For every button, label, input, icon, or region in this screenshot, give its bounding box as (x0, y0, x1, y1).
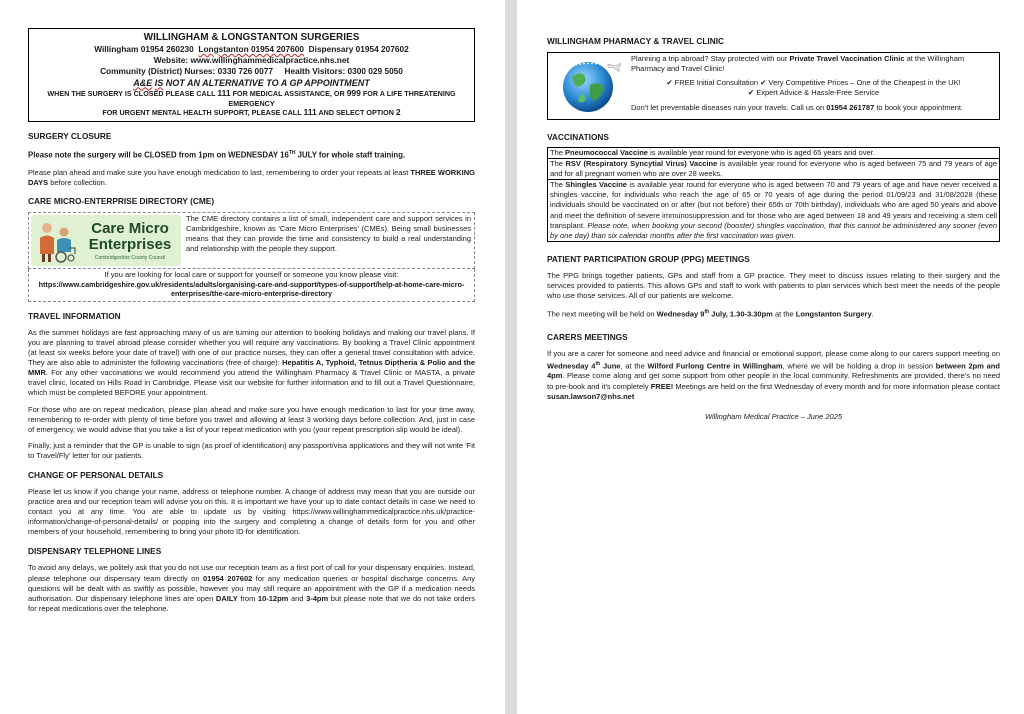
cme-heading: CARE MICRO-ENTERPRISE DIRECTORY (CME) (28, 196, 215, 207)
closed-line2: FOR URGENT MENTAL HEALTH SUPPORT, PLEASE CALL (102, 108, 302, 118)
carers-month: June (600, 361, 621, 371)
pharmacy-l4b: to book your appointment. (874, 103, 964, 113)
care-people-icon (35, 218, 79, 264)
vaccinations-heading: VACCINATIONS (547, 132, 609, 142)
ae-rest: NOT AN ALTERNATIVE TO A GP APPOINTMENT (165, 77, 370, 88)
vacc-r3a: The (550, 180, 566, 190)
ae-notice (33, 78, 470, 89)
pharmacy-l1a: Planning a trip abroad? Stay protected with our (631, 54, 790, 63)
travel-paragraph-2: For those who are on repeat medication, please plan ahead and make sure you have enough medication to last for your time away, remembering to re-order with plenty of time before you travel and allowing at least 3 working days before collection. And, just in case of emergency, we would advise that you take a list of your repeat medication with you (your repeat prescription slip would be ideal). (28, 404, 475, 434)
cme-footer (28, 269, 475, 302)
cme-foot-text: If you are looking for local care or support for yourself or someone you know please visit: (104, 270, 399, 280)
cme-box (28, 212, 475, 269)
dispensary-phone: Dispensary 01954 207602 (308, 44, 409, 54)
ppg-location: Longstanton Surgery (795, 309, 872, 319)
travel-heading: TRAVEL INFORMATION (28, 310, 121, 321)
pharmacy-benefits-1: ✔ FREE Initial Consultation ✔ Very Competitive Prices – One of the Cheapest in the UK! (666, 78, 961, 88)
pharmacy-heading: WILLINGHAM PHARMACY & TRAVEL CLINIC (547, 36, 724, 46)
website-line: Website: www.willinghammedicalpractice.nhs.net (153, 55, 350, 66)
vaccine-row-pneumococcal (548, 148, 999, 158)
closed-option: 2 (395, 107, 401, 118)
travel-paragraph-1 (28, 328, 475, 399)
closed-instructions (33, 89, 470, 118)
cme-logo-text (79, 221, 181, 261)
travel-p1-vaccines: Hepatitis A, Typhoid, Tetnus Diptheria & Polio and the MMR (28, 358, 475, 378)
dispensary-p1d: and (288, 593, 307, 603)
ppg-time: July, 1.30-3.30pm (709, 309, 773, 319)
ppg-heading: PATIENT PARTICIPATION GROUP (PPG) MEETINGS (547, 253, 750, 264)
dispensary-heading: DISPENSARY TELEPHONE LINES (28, 546, 162, 557)
closure-notice (28, 148, 475, 161)
pharmacy-number: 01954 261787 (826, 103, 875, 113)
personal-details-paragraph: Please let us know if you change your name, address or telephone number. A change of address may mean that you are outside our practice area and our reception team will advise you on this. It is important we have your up to date contact details in case we need to contact you at any time. You are able to update us by visiting https://www.willinghammedicalpractice.nhs.uk/practice-information/change-of-personal-details/ or popping into the surgery and completing a change of details form for you and other members of your household, remembering to bring your photo ID for identification. (28, 487, 475, 537)
surgery-header-box (28, 28, 475, 122)
dispensary-number: 01954 207602 (202, 573, 253, 583)
cme-logo-line2: Enterprises (88, 235, 172, 253)
closure-para-bold: THREE WORKING DAYS (28, 167, 475, 187)
carers-heading: CARERS MEETINGS (547, 331, 628, 342)
carers-p1b: , at the (620, 361, 648, 371)
globe-plane-icon (550, 55, 626, 115)
surgery-title: WILLINGHAM & LONGSTANTON SURGERIES (143, 32, 360, 43)
carers-free: FREE! (650, 381, 674, 391)
dispensary-time2: 3-4pm (306, 593, 329, 603)
closed-line1: WHEN THE SURGERY IS CLOSED PLEASE CALL (47, 88, 216, 98)
cme-directory-link[interactable]: https://www.cambridgeshire.gov.uk/residents/adults/organising-care-and-support/types-of-support/help-at-home-care-micro-enterprises/the-care-micro-enterprise-directory (38, 280, 465, 299)
vacc-r3-note: Please note, when booking your second (booster) shingles vaccination, that this cannot be administered any sooner (even by one day) than six calendar months after the first vaccination was given. (550, 220, 997, 240)
carers-email-link[interactable]: susan.lawson7@nhs.net (547, 391, 635, 401)
dispensary-paragraph (28, 563, 475, 613)
carers-date-sup: th (595, 360, 601, 367)
closure-notice-b: JULY for whole staff training. (295, 150, 406, 160)
closed-999: 999 (346, 87, 361, 98)
cme-logo-council: Cambridgeshire County Council (94, 254, 166, 261)
newsletter-page-left (0, 0, 505, 714)
nurses-visitors-line (33, 66, 470, 77)
closed-line1c: FOR A LIFE THREATENING EMERGENCY (228, 88, 456, 108)
ppg-paragraph-1: The PPG brings together patients, GPs and staff from a GP practice. They meet to discuss issues relating to their surgery and the services provided to patients. This allows GPs and staff to work with patients to plan services which best meet the needs of the people who use those services. All of our patients are welcome. (547, 270, 1000, 301)
carers-date: Wednesday 4 (547, 361, 596, 371)
closure-notice-a: Please note the surgery will be CLOSED from 1pm on WEDNESDAY 16 (28, 150, 289, 160)
willingham-phone: Willingham 01954 260230 (94, 44, 194, 54)
vacc-rsv: RSV (Respiratory Syncytial Virus) Vaccine (565, 159, 718, 169)
phone-numbers (33, 44, 470, 55)
carers-location: Wilford Furlong Centre in Willingham (647, 361, 783, 371)
pharmacy-intro (631, 54, 996, 74)
newsletter-signoff: Willingham Medical Practice – June 2025 (704, 411, 843, 421)
closure-paragraph (28, 168, 475, 188)
carers-p1e: Meetings are held on the first Wednesday of every month and for more information please contact (673, 381, 1000, 391)
pharmacy-call (631, 103, 996, 113)
cme-logo-panel (31, 215, 181, 266)
ppg-p2b: at the (772, 309, 796, 319)
dispensary-p1b: for any medication queries or hospital discharge concerns. Any questions will be dealt with as swiftly as possible, however you may still require an appointment with the GP if a medication needs authorisation. Our dispensary telephone lines are open (28, 573, 476, 603)
travel-paragraph-3: Finally, just a reminder that the GP is unable to sign (as proof of identification) any passport/visa applications and they will not write 'Fit to Travel/Fly' letter for our patients. (28, 440, 475, 460)
closed-111: 111 (217, 87, 231, 98)
vaccine-row-rsv (548, 158, 999, 179)
dispensary-p1c: from (237, 593, 258, 603)
closed-line1b: FOR MEDICAL ASSISTANCE, OR (232, 88, 345, 98)
travel-p1b: . For any other vaccinations we would recommend you attend the Willingham Pharmacy & Travel Clinic or MASTA, a private travel clinic, located on Hills Road in Cambridge. Please visit our website for further information and to fill out a Travel Questionnaire, which must be completed BEFORE your appointment. (28, 368, 475, 398)
vacc-pneumococcal: Pneumococcal Vaccine (565, 148, 648, 157)
pharmacy-clinic-name: Private Travel Vaccination Clinic (789, 54, 905, 63)
closure-notice-sup: TH (288, 150, 296, 157)
globe-image (548, 53, 628, 119)
longstanton-phone: Longstanton 01954 207600 (198, 44, 305, 54)
travel-p1a: As the summer holidays are fast approaching many of us are turning our attention to booking holidays and making our travel plans. If you are planning to travel abroad please consider whether you will require any vaccinations. By booking a Travel Clinic appointment (at least six weeks before your date of travel) with one of our practice nurses, they can offer a general travel consultation with advice. They are also able to administer the following vaccinations (free of charge): (28, 327, 475, 368)
cme-logo (29, 213, 183, 268)
dispensary-p1e: but please note that we do not take orders for repeat medications over the telephone. (28, 593, 475, 613)
pharmacy-benefits-2: ✔ Expert Advice & Hassle-Free Service (747, 88, 880, 98)
ppg-date: Wednesday 9 (656, 309, 705, 319)
ppg-p2a: The next meeting will be held on (547, 309, 657, 319)
cme-description: The CME directory contains a list of small, independent care and support services in Cambridgeshire, known as 'Care Micro Enterprises' (CMEs). Being small businesses means that they can provide the time and consistency to build a real understanding and relationship with the people they support. (186, 214, 471, 254)
cme-logo-line1: Care Micro (91, 219, 169, 237)
closure-para-a: Please plan ahead and make sure you have enough medication to last, remembering to order your repeats at least (28, 167, 411, 177)
newsletter-page-right (517, 0, 1024, 714)
ppg-date-sup: th (704, 309, 710, 316)
pharmacy-l1b: at the Willingham Pharmacy and Travel Clinic! (631, 54, 965, 74)
ae-prefix: A&E (133, 77, 153, 88)
carers-p1c: , where we will be holding a drop in session (782, 361, 936, 371)
vacc-r2b: is available year round for everyone who is aged between 75 and 79 years of age and for all pregnant women who are over 28 weeks. (550, 159, 997, 179)
pharmacy-l4a: Don't let preventable diseases ruin your travels. Call us on (631, 103, 827, 113)
closed-line2b: AND SELECT OPTION (318, 108, 394, 118)
ae-is: IS (154, 77, 164, 88)
pharmacy-box (547, 52, 1000, 120)
vacc-r1b: is available year round for everyone who is aged 65 years and over. (647, 148, 875, 157)
dispensary-p1a: To avoid any delays, we politely ask that you do not use our reception team as a first port of call for your dispensary enquiries. Instead, please telephone our dispensary team directly on (28, 563, 475, 583)
vacc-r1a: The (550, 148, 566, 157)
page-gap (505, 0, 517, 714)
vaccinations-table (547, 147, 1000, 242)
closure-para-b: before collection. (48, 177, 107, 187)
carers-paragraph (547, 349, 1000, 402)
vaccine-row-shingles (548, 179, 999, 241)
ppg-p2c: . (871, 309, 874, 319)
dispensary-time1: 10-12pm (257, 593, 289, 603)
carers-time: between 2pm and 4pm (547, 361, 1000, 381)
vacc-r2a: The (550, 159, 566, 169)
community-nurses: Community (District) Nurses: 0330 726 0077 (100, 66, 273, 77)
health-visitors: Health Visitors: 0300 029 5050 (284, 66, 403, 77)
vacc-shingles: Shingles Vaccine (565, 180, 627, 190)
carers-p1a: If you are a carer for someone and need advice and financial or emotional support, please come along to our carers support meeting on (547, 348, 1000, 358)
closed-111b: 111 (303, 107, 317, 118)
dispensary-daily: DAILY (215, 593, 238, 603)
surgery-closure-heading: SURGERY CLOSURE (28, 131, 112, 142)
personal-details-heading: CHANGE OF PERSONAL DETAILS (28, 470, 164, 481)
pharmacy-text (628, 53, 999, 119)
vacc-r3b: is available year round for everyone who is aged between 70 and 79 years of age and have never received a shingles vaccine, for individuals who reach the age of 65 or 70 years of age during the period 01/09/23 and 31/08/2028 (these individuals should be vaccinated on or after (but not before) their 65th or 70th birthday), individuals who are aged 50 years and above and meet the definition of severe immunosuppression and for those who are aged between 18 and 49 years and receiving a stem cell transplant. (550, 180, 997, 230)
carers-p1d: . Please come along and get some support from other people in the local community. Refreshments are provided, there's no need to pre-book and it's completely (547, 371, 1000, 391)
ppg-paragraph-2 (547, 307, 1000, 320)
